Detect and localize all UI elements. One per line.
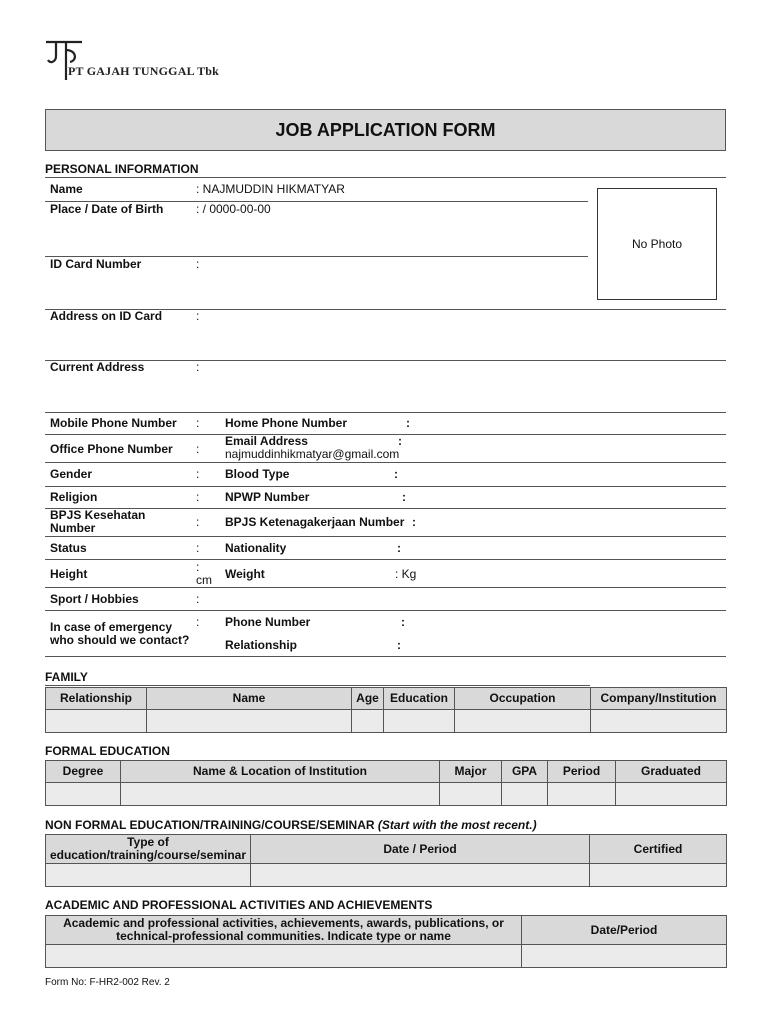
current-address-label: Current Address: [50, 360, 145, 374]
table-cell[interactable]: [502, 783, 548, 806]
table-cell[interactable]: [591, 710, 727, 733]
divider: [45, 177, 726, 178]
table-cell[interactable]: [46, 783, 121, 806]
divider: [45, 656, 726, 657]
religion-value[interactable]: :: [196, 490, 200, 504]
table-cell[interactable]: [455, 710, 591, 733]
blood-type-value[interactable]: :: [394, 467, 398, 481]
height-colon: :: [196, 560, 200, 574]
nationality-value[interactable]: :: [397, 541, 401, 555]
divider: [45, 685, 590, 686]
family-col-age: Age: [352, 688, 384, 710]
academic-table: [45, 915, 727, 968]
home-phone-label: Home Phone Number: [225, 416, 348, 430]
company-name: PT GAJAH TUNGGAL Tbk: [68, 64, 220, 78]
sport-value[interactable]: :: [196, 592, 200, 606]
table-cell[interactable]: [46, 864, 251, 887]
family-col-company: Company/Institution: [591, 688, 727, 710]
mobile-phone-label: Mobile Phone Number: [50, 416, 177, 430]
table-cell[interactable]: [440, 783, 502, 806]
family-table: [45, 687, 727, 733]
family-col-education: Education: [384, 688, 455, 710]
divider: [45, 434, 726, 435]
relationship-value[interactable]: :: [397, 638, 401, 652]
edu-col-gpa: GPA: [502, 761, 548, 783]
family-col-relationship: Relationship: [46, 688, 147, 710]
edu-col-major: Major: [440, 761, 502, 783]
sport-label: Sport / Hobbies: [50, 592, 139, 606]
family-col-name: Name: [147, 688, 352, 710]
divider: [45, 360, 726, 361]
form-title: JOB APPLICATION FORM: [45, 109, 726, 151]
divider: [45, 559, 726, 560]
table-cell[interactable]: [46, 710, 147, 733]
address-id-value[interactable]: :: [196, 309, 200, 323]
nationality-label: Nationality: [225, 541, 287, 555]
family-col-occupation: Occupation: [455, 688, 591, 710]
address-id-label: Address on ID Card: [50, 309, 163, 323]
divider: [45, 486, 726, 487]
edu-col-period: Period: [548, 761, 616, 783]
name-value[interactable]: : NAJMUDDIN HIKMATYAR: [196, 182, 345, 196]
religion-label: Religion: [50, 490, 98, 504]
table-cell[interactable]: [616, 783, 727, 806]
name-label: Name: [50, 182, 83, 196]
table-row: [46, 783, 727, 806]
table-row: [46, 945, 727, 968]
npwp-label: NPWP Number: [225, 490, 310, 504]
npwp-value[interactable]: :: [402, 490, 406, 504]
divider: [45, 536, 726, 537]
relationship-label: Relationship: [225, 638, 298, 652]
form-number: Form No: F-HR2-002 Rev. 2: [45, 977, 170, 988]
bpjs-ketenagakerjaan-label: BPJS Ketenagakerjaan Number: [225, 515, 405, 529]
academic-col-date: Date/Period: [522, 916, 727, 945]
birth-label: Place / Date of Birth: [50, 202, 164, 216]
non-formal-title: NON FORMAL EDUCATION/TRAINING/COURSE/SEMINAR: [45, 818, 375, 832]
status-value[interactable]: :: [196, 541, 200, 555]
academic-col-activities: Academic and professional activities, achievements, awards, publications, or technical-professional communities. Indicate type or name: [46, 916, 522, 945]
emergency-label: In case of emergency who should we contact?: [50, 620, 190, 647]
weight-value[interactable]: : Kg: [395, 567, 417, 581]
current-address-value[interactable]: :: [196, 360, 200, 374]
idcard-label: ID Card Number: [50, 257, 142, 271]
table-cell[interactable]: [548, 783, 616, 806]
family-heading: FAMILY: [45, 670, 88, 684]
table-cell[interactable]: [251, 864, 590, 887]
bpjs-kesehatan-value[interactable]: :: [196, 515, 200, 529]
emergency-phone-label: Phone Number: [225, 615, 311, 629]
non-formal-heading: [45, 818, 537, 832]
weight-label: Weight: [225, 567, 265, 581]
non-formal-table: [45, 834, 727, 887]
idcard-value[interactable]: :: [196, 257, 200, 271]
divider: [45, 462, 726, 463]
height-unit[interactable]: cm: [196, 573, 212, 587]
gender-label: Gender: [50, 467, 93, 481]
edu-col-institution: Name & Location of Institution: [121, 761, 440, 783]
mobile-phone-value[interactable]: :: [196, 416, 200, 430]
emergency-phone-value[interactable]: :: [401, 615, 405, 629]
divider: [45, 610, 726, 611]
office-phone-value[interactable]: :: [196, 442, 200, 456]
edu-col-graduated: Graduated: [616, 761, 727, 783]
table-cell[interactable]: [147, 710, 352, 733]
bpjs-kesehatan-label: BPJS Kesehatan Number: [50, 508, 146, 535]
table-row: [46, 864, 727, 887]
table-cell[interactable]: [352, 710, 384, 733]
table-cell[interactable]: [384, 710, 455, 733]
email-value[interactable]: najmuddinhikmatyar@gmail.com: [225, 447, 400, 461]
nonformal-col-type: Type of education/training/course/seminar: [46, 835, 251, 864]
table-row: [46, 710, 727, 733]
table-cell[interactable]: [121, 783, 440, 806]
status-label: Status: [50, 541, 87, 555]
table-cell[interactable]: [590, 864, 727, 887]
formal-education-heading: FORMAL EDUCATION: [45, 744, 170, 758]
divider: [45, 587, 726, 588]
birth-value[interactable]: : / 0000-00-00: [196, 202, 271, 216]
personal-info-heading: PERSONAL INFORMATION: [45, 162, 199, 176]
gender-value[interactable]: :: [196, 467, 200, 481]
home-phone-value[interactable]: :: [406, 416, 410, 430]
formal-education-table: [45, 760, 727, 806]
height-label: Height: [50, 567, 88, 581]
office-phone-label: Office Phone Number: [50, 442, 173, 456]
nonformal-col-date: Date / Period: [251, 835, 590, 864]
table-cell[interactable]: [46, 945, 522, 968]
nonformal-col-certified: Certified: [590, 835, 727, 864]
table-cell[interactable]: [522, 945, 727, 968]
edu-col-degree: Degree: [46, 761, 121, 783]
non-formal-note: (Start with the most recent.): [377, 818, 537, 832]
emergency-value[interactable]: :: [196, 615, 200, 629]
email-label: Email Address: [225, 434, 308, 448]
academic-heading: ACADEMIC AND PROFESSIONAL ACTIVITIES AND ACHIEVEMENTS: [45, 898, 433, 912]
photo-placeholder: No Photo: [597, 188, 717, 300]
email-colon: :: [398, 434, 402, 448]
divider: [45, 412, 726, 413]
bpjs-ketenagakerjaan-value[interactable]: :: [412, 515, 416, 529]
blood-type-label: Blood Type: [225, 467, 290, 481]
